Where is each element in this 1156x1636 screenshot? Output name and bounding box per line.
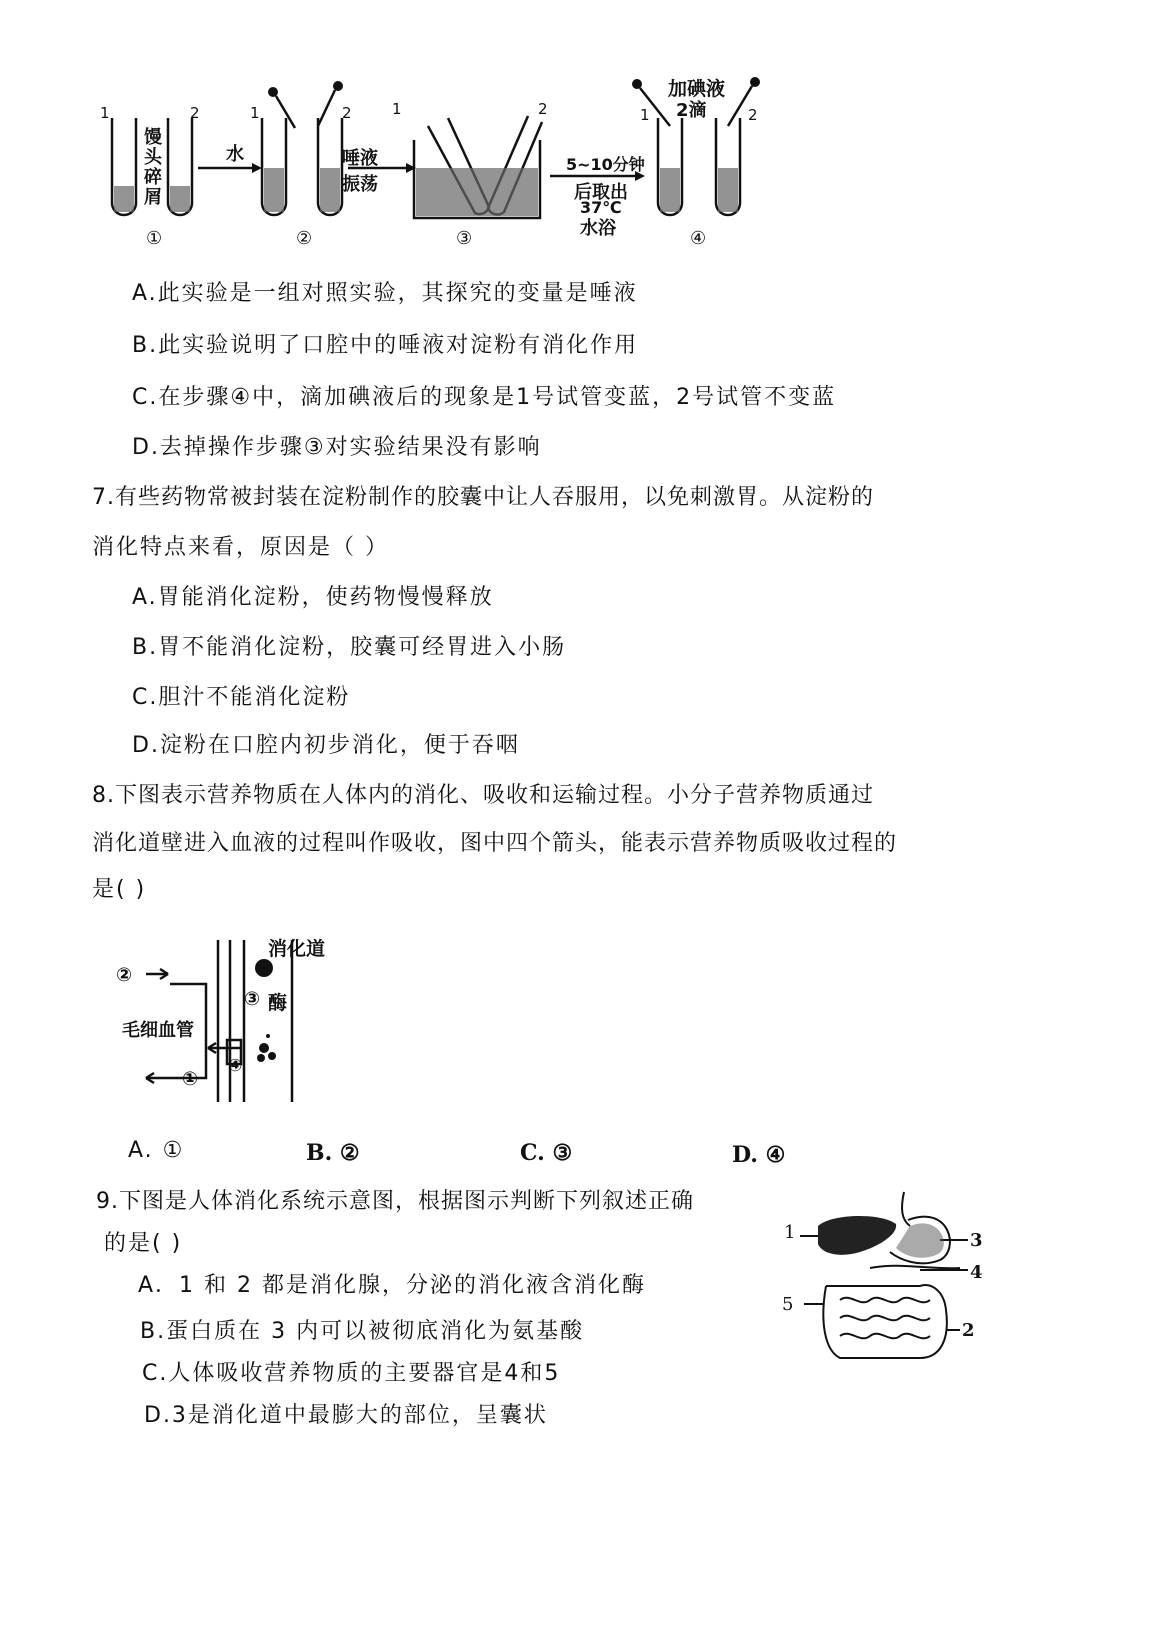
capillary-label: 毛细血管 — [122, 1020, 194, 1041]
step-label: ② — [296, 228, 313, 249]
water-label: 水 — [226, 144, 244, 165]
organ-label-1: 1 — [784, 1222, 796, 1243]
q9-stem: 9.下图是人体消化系统示意图，根据图示判断下列叙述正确 — [96, 1189, 694, 1214]
q9-stem: 的是( ) — [104, 1231, 183, 1256]
arrow-label-1: ① — [182, 1068, 199, 1090]
arrow-label-2: ② — [116, 964, 133, 986]
tube-label: 2 — [190, 104, 200, 122]
drops-label: 2滴 — [676, 100, 707, 121]
q8-stem: 8.下图表示营养物质在人体内的消化、吸收和运输过程。小分子营养物质通过 — [92, 783, 874, 808]
organ-label-5: 5 — [782, 1294, 794, 1315]
q8-option-a: A. ① — [128, 1138, 185, 1163]
tube-label: 2 — [538, 100, 548, 118]
step-label: ④ — [690, 228, 707, 249]
q9-option-a: A．1 和 2 都是消化腺，分泌的消化液含消化酶 — [138, 1273, 647, 1298]
tube-label: 1 — [640, 106, 650, 124]
organ-label-2: 2 — [962, 1320, 975, 1341]
time-label: 5~10分钟 — [566, 155, 645, 174]
tube-label: 2 — [748, 106, 758, 124]
step-label: ③ — [456, 228, 473, 249]
arrow-label-4: ④ — [228, 1056, 243, 1076]
step-label: ① — [146, 228, 163, 249]
q6-option-b: B.此实验说明了口腔中的唾液对淀粉有消化作用 — [132, 333, 639, 358]
arrow-label-3: ③ — [244, 988, 261, 1010]
q7-option-d: D.淀粉在口腔内初步消化，便于吞咽 — [132, 733, 520, 758]
enzyme-label: 酶 — [268, 992, 288, 1014]
q8-option-d: D. ④ — [732, 1142, 786, 1168]
q9-option-d: D.3是消化道中最膨大的部位，呈囊状 — [144, 1403, 548, 1428]
q9-option-b: B.蛋白质在 3 内可以被彻底消化为氨基酸 — [140, 1319, 585, 1344]
q8-stem: 是( ) — [92, 877, 147, 902]
q7-option-c: C.胆汁不能消化淀粉 — [132, 685, 351, 710]
q6-option-c: C.在步骤④中，滴加碘液后的现象是1号试管变蓝，2号试管不变蓝 — [132, 385, 837, 410]
q7-stem: 7.有些药物常被封装在淀粉制作的胶囊中让人吞服用，以免刺激胃。从淀粉的 — [92, 485, 874, 510]
q9-option-c: C.人体吸收营养物质的主要器官是4和5 — [142, 1361, 561, 1386]
shake-label: 振荡 — [342, 174, 378, 195]
digestive-system-figure — [800, 1190, 990, 1370]
organ-label-3: 3 — [970, 1230, 983, 1251]
q8-option-c: C. ③ — [520, 1140, 573, 1166]
water-bath-label: 水浴 — [580, 218, 616, 239]
takeout-label: 后取出 — [574, 182, 628, 203]
q7-option-a: A.胃能消化淀粉，使药物慢慢释放 — [132, 585, 494, 610]
tube-label: 1 — [392, 100, 402, 118]
iodine-label: 加碘液 — [668, 78, 726, 100]
q8-option-b: B. ② — [306, 1140, 360, 1166]
saliva-label: 唾液 — [342, 148, 378, 169]
tube-label: 2 — [342, 104, 352, 122]
q8-stem: 消化道壁进入血液的过程叫作吸收，图中四个箭头，能表示营养物质吸收过程的 — [92, 831, 898, 856]
q6-option-a: A.此实验是一组对照实验，其探究的变量是唾液 — [132, 281, 638, 306]
temperature-label: 37℃ — [580, 198, 622, 217]
tube-label: 1 — [100, 104, 110, 122]
mantou-label: 馒头碎屑 — [144, 127, 162, 208]
q7-option-b: B.胃不能消化淀粉，胶囊可经胃进入小肠 — [132, 635, 567, 660]
tube-label: 1 — [250, 104, 260, 122]
q6-option-d: D.去掉操作步骤③对实验结果没有影响 — [132, 435, 542, 460]
q7-stem: 消化特点来看，原因是（ ） — [92, 535, 389, 560]
digestive-tract-label: 消化道 — [268, 938, 326, 960]
organ-label-4: 4 — [970, 1262, 983, 1283]
